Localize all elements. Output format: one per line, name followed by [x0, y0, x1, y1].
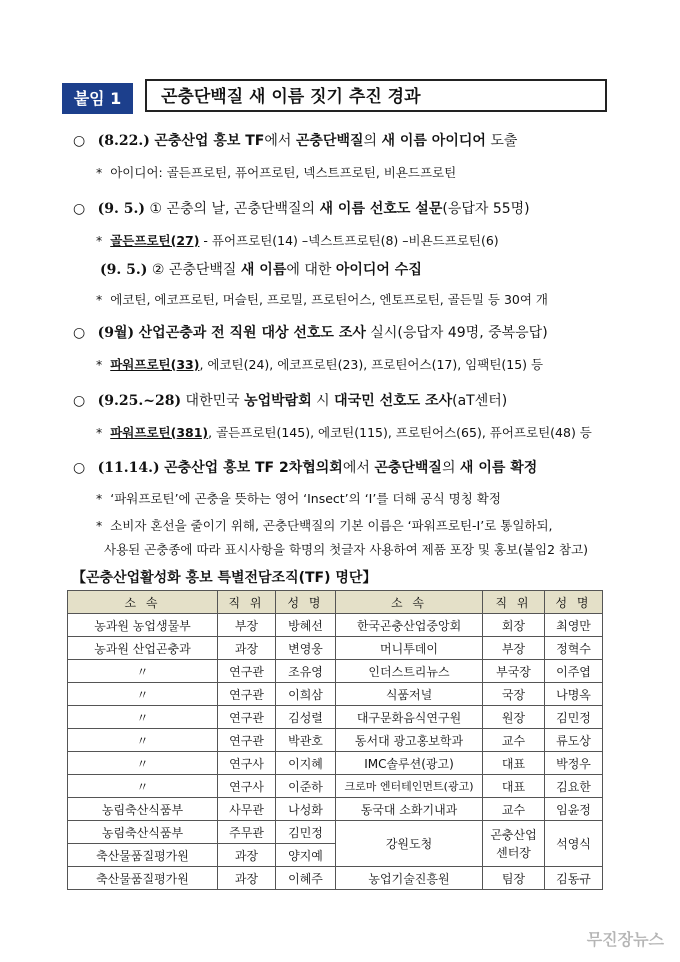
text: ① 곤충의 날, 곤충단백질의: [149, 201, 320, 217]
table-cell: 부장: [483, 637, 545, 660]
table-cell: 박정우: [545, 752, 603, 775]
table-cell: [483, 821, 545, 867]
table-cell: 동국대 소화기내과: [336, 798, 483, 821]
table-cell: 이희삼: [276, 683, 336, 706]
table-cell: 조유영: [276, 660, 336, 683]
table-cell: 연구관: [218, 660, 276, 683]
item-5-sub-1: [96, 489, 501, 507]
header-cell: 성 명: [545, 591, 603, 614]
table-cell: 동서대 광고홍보학과: [336, 729, 483, 752]
item-2b: [100, 259, 422, 279]
page-title: 곤충단백질 새 이름 짓기 추진 경과: [145, 79, 607, 112]
table-row: [68, 683, 603, 706]
header-cell: 직 위: [218, 591, 276, 614]
table-cell: 부장: [218, 614, 276, 637]
table-cell: 김민정: [545, 706, 603, 729]
table-cell: 정혁수: [545, 637, 603, 660]
table-cell: 농과원 산업곤충과: [68, 637, 218, 660]
table-cell: 농업기술진흥원: [336, 867, 483, 890]
table-cell: 원장: [483, 706, 545, 729]
watermark: 무진장뉴스: [586, 930, 664, 949]
asterisk-icon: *: [96, 292, 103, 307]
asterisk-icon: *: [96, 518, 103, 533]
text: 새 이름 선호도 설문: [319, 201, 443, 217]
table-cell: 강원도청: [336, 821, 483, 867]
table-cell: 이준하: [276, 775, 336, 798]
text: ② 곤충단백질: [151, 262, 241, 278]
header-cell: 소 속: [68, 591, 218, 614]
text: 에코틴, 에코프로틴, 머슬틴, 프로밀, 프로틴어스, 엔토프로틴, 골든밀 등 30여 개: [110, 292, 548, 307]
table-cell: 〃: [68, 752, 218, 775]
date: (11.14.): [97, 460, 160, 476]
table-cell: 사무관: [218, 798, 276, 821]
item-5-sub-2: [96, 516, 553, 534]
text: 에서: [264, 133, 296, 149]
table-cell: 농과원 농업생물부: [68, 614, 218, 637]
table-row: [68, 821, 603, 844]
table-row: [68, 729, 603, 752]
text: ‘파워프로틴’에 곤충을 뜻하는 영어 ‘Insect’의 ‘I’를 더해 공식 명칭 확정: [110, 491, 501, 506]
text: 새 이름 아이디어: [381, 133, 486, 149]
table-cell: 머니투데이: [336, 637, 483, 660]
winner: 골든프로틴(27): [110, 233, 200, 248]
bullet-icon: ○: [73, 393, 86, 409]
asterisk-icon: *: [96, 233, 103, 248]
table-cell: 연구관: [218, 683, 276, 706]
item-5: [73, 457, 537, 477]
asterisk-icon: *: [96, 491, 103, 506]
table-cell: 대구문화음식연구원: [336, 706, 483, 729]
table-cell: 대표: [483, 775, 545, 798]
table-cell: 방혜선: [276, 614, 336, 637]
position-line: 센터장: [496, 845, 531, 860]
text: 새 이름 확정: [459, 460, 538, 476]
bullet-icon: ○: [73, 201, 86, 217]
table-cell: 과장: [218, 637, 276, 660]
header-cell: 성 명: [276, 591, 336, 614]
table-cell: 교수: [483, 729, 545, 752]
table-cell: 크로마 엔터테인먼트(광고): [336, 775, 483, 798]
table-cell: 김민정: [276, 821, 336, 844]
table-cell: 인더스트리뉴스: [336, 660, 483, 683]
asterisk-icon: *: [96, 357, 103, 372]
asterisk-icon: *: [96, 165, 103, 180]
table-cell: 연구사: [218, 775, 276, 798]
text: 소비자 혼선을 줄이기 위해, 곤충단백질의 기본 이름은 ‘파워프로틴-I’로 통일하되,: [110, 518, 553, 533]
date: (9. 5.): [97, 201, 146, 217]
text: 실시(응답자 49명, 중복응답): [365, 325, 548, 341]
text: (응답자 55명): [442, 201, 530, 217]
table-row: [68, 775, 603, 798]
text: (aT센터): [452, 393, 508, 409]
text: 대국민 선호도 조사: [334, 393, 453, 409]
bullet-icon: ○: [73, 325, 86, 341]
item-4-sub: [96, 423, 592, 441]
text: 새 이름: [240, 262, 287, 278]
text: 시: [311, 393, 335, 409]
table-cell: 김요한: [545, 775, 603, 798]
table-cell: 국장: [483, 683, 545, 706]
text: , 골든프로틴(145), 에코틴(115), 프로틴어스(65), 퓨어프로틴(48) 등: [208, 425, 592, 440]
table-cell: 농림축산식품부: [68, 798, 218, 821]
table-cell: 연구관: [218, 729, 276, 752]
table-row: [68, 706, 603, 729]
winner: 파워프로틴(33): [110, 357, 200, 372]
table-cell: 주무관: [218, 821, 276, 844]
table-cell: 축산물품질평가원: [68, 844, 218, 867]
table-cell: 양지예: [276, 844, 336, 867]
text: 에 대한: [286, 262, 336, 278]
item-2-sub: [96, 231, 499, 249]
text: 곤충산업 홍보 TF 2차협의회: [164, 460, 343, 476]
table-cell: 〃: [68, 775, 218, 798]
date: (9월): [97, 325, 135, 341]
attachment-badge: 붙임 1: [62, 83, 133, 114]
table-cell: 한국곤충산업중앙회: [336, 614, 483, 637]
date: (9. 5.): [100, 262, 148, 278]
table-cell: 최영만: [545, 614, 603, 637]
table-cell: 대표: [483, 752, 545, 775]
table-cell: 김성렬: [276, 706, 336, 729]
bullet-icon: ○: [73, 460, 86, 476]
table-row: [68, 660, 603, 683]
table-cell: 〃: [68, 683, 218, 706]
table-header-row: [68, 591, 603, 614]
table-cell: 이주엽: [545, 660, 603, 683]
table-cell: 회장: [483, 614, 545, 637]
table-cell: 나성화: [276, 798, 336, 821]
item-2b-sub: [96, 290, 548, 308]
text: - 퓨어프로틴(14) –넥스트프로틴(8) –비욘드프로틴(6): [199, 233, 499, 248]
table-cell: 임윤정: [545, 798, 603, 821]
header-cell: 직 위: [483, 591, 545, 614]
text: 대한민국: [181, 393, 245, 409]
table-row: [68, 614, 603, 637]
table-cell: 교수: [483, 798, 545, 821]
item-5-sub-3: [104, 540, 588, 558]
table-row: [68, 752, 603, 775]
date: (9.25.~28): [97, 393, 182, 409]
tf-title: 【곤충산업활성화 홍보 특별전담조직(TF) 명단】: [72, 570, 377, 586]
text: 곤충단백질: [295, 133, 364, 149]
item-1: [73, 130, 517, 150]
item-3-sub: [96, 355, 543, 373]
table-cell: 부국장: [483, 660, 545, 683]
table-row: [68, 637, 603, 660]
table-cell: IMC솔루션(광고): [336, 752, 483, 775]
text: 곤충산업 홍보 TF: [154, 133, 265, 149]
item-1-sub: [96, 163, 456, 181]
text: 아이디어: 골든프로틴, 퓨어프로틴, 넥스트프로틴, 비욘드프로틴: [110, 165, 457, 180]
header-cell: 소 속: [336, 591, 483, 614]
text: 도출: [485, 133, 518, 149]
table-cell: 연구관: [218, 706, 276, 729]
table-cell: 연구사: [218, 752, 276, 775]
table-cell: 〃: [68, 706, 218, 729]
table-cell: 과장: [218, 844, 276, 867]
text: 의: [363, 133, 382, 149]
bullet-icon: ○: [73, 133, 86, 149]
table-cell: 변영웅: [276, 637, 336, 660]
text: 에서: [342, 460, 375, 476]
table-cell: 이혜주: [276, 867, 336, 890]
winner: 파워프로틴(381): [110, 425, 209, 440]
table-cell: 팀장: [483, 867, 545, 890]
table-cell: 석영식: [545, 821, 603, 867]
position-line: 곤충산업: [490, 827, 537, 842]
item-4: [73, 390, 507, 410]
table-cell: 〃: [68, 729, 218, 752]
text: 농업박람회: [244, 393, 312, 409]
tf-member-table: [67, 590, 603, 890]
table-cell: 나명옥: [545, 683, 603, 706]
table-row: [68, 798, 603, 821]
asterisk-icon: *: [96, 425, 103, 440]
table-cell: 과장: [218, 867, 276, 890]
text: , 에코틴(24), 에코프로틴(23), 프로틴어스(17), 임팩틴(15) 등: [199, 357, 544, 372]
text: 사용된 곤충종에 따라 표시사항을 학명의 첫글자 사용하여 제품 포장 및 홍보(붙임2 참고): [104, 542, 589, 557]
table-cell: 축산물품질평가원: [68, 867, 218, 890]
table-cell: 식품저널: [336, 683, 483, 706]
item-3: [73, 322, 548, 342]
table-cell: 농림축산식품부: [68, 821, 218, 844]
text: 산업곤충과 전 직원 대상 선호도 조사: [138, 325, 366, 341]
table-cell: 류도상: [545, 729, 603, 752]
table-cell: 김동규: [545, 867, 603, 890]
table-cell: 〃: [68, 660, 218, 683]
table-cell: 박관호: [276, 729, 336, 752]
text: 곤충단백질: [374, 460, 442, 476]
date: (8.22.): [97, 133, 150, 149]
text: 의: [441, 460, 460, 476]
table-cell: 이지혜: [276, 752, 336, 775]
table-row: [68, 867, 603, 890]
text: 아이디어 수집: [335, 262, 422, 278]
item-2: [73, 198, 530, 218]
